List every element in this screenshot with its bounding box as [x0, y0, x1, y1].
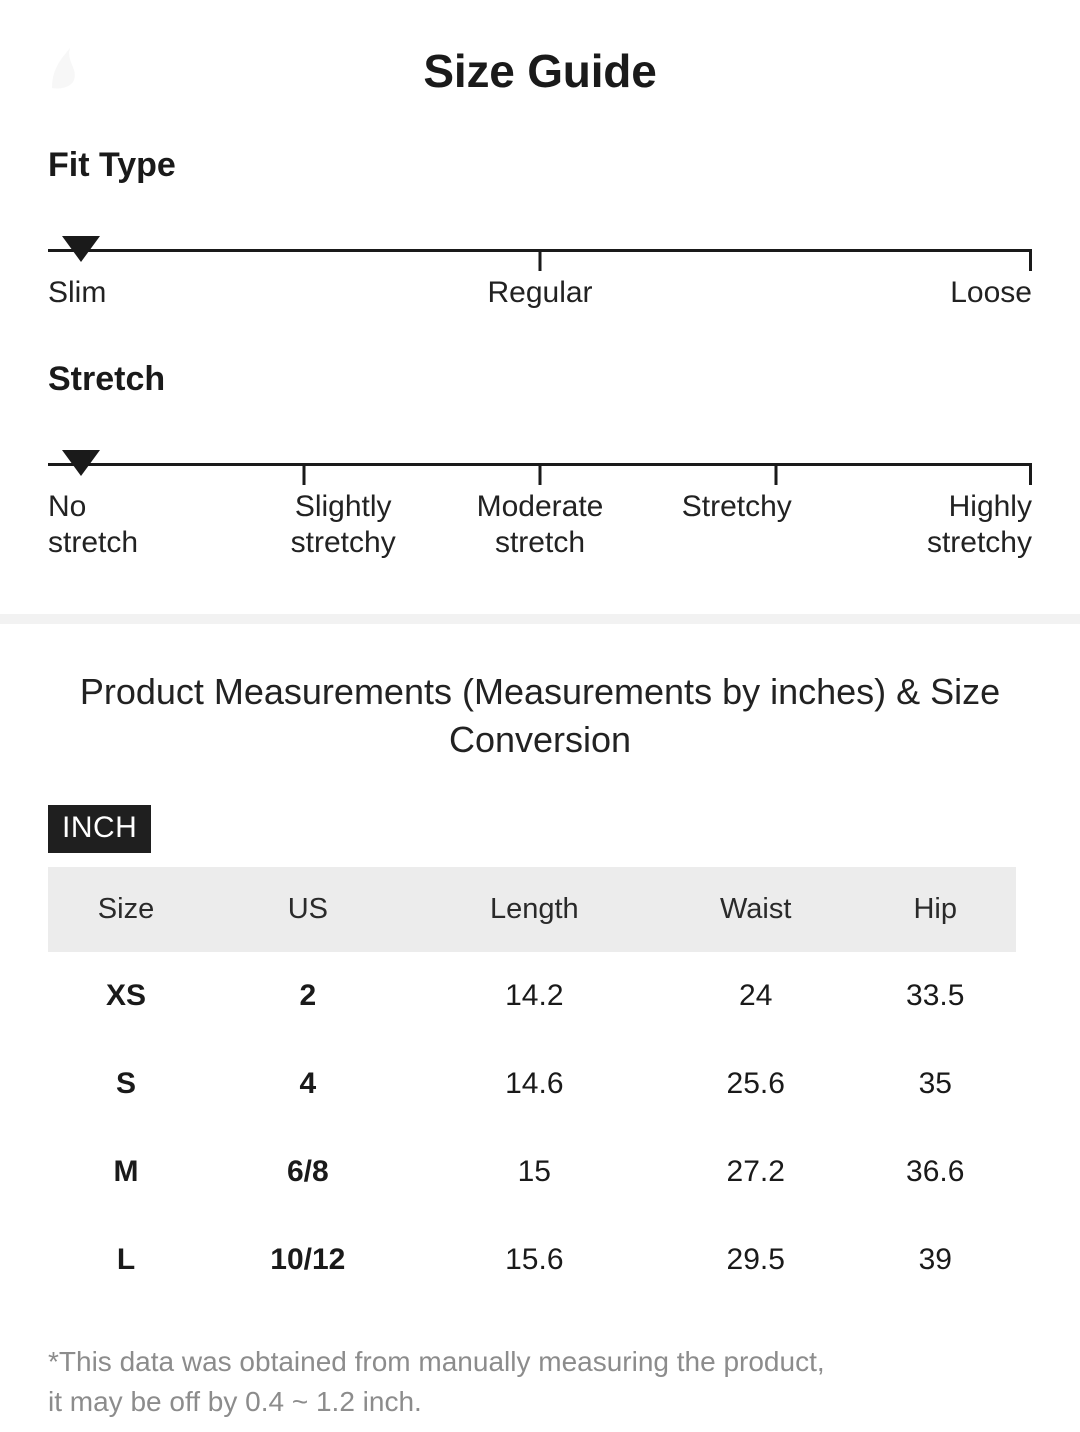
fit-tick-loose: [1029, 249, 1032, 271]
stretch-scale: [48, 451, 1032, 475]
footnote-line-2: it may be off by 0.4 ~ 1.2 inch.: [48, 1385, 422, 1417]
fit-and-stretch-section: [0, 146, 1080, 562]
stretch-labels: [48, 489, 1032, 562]
column-header-length: Length: [412, 867, 657, 952]
stretch-label-no-stretch: No stretch: [48, 489, 139, 560]
table-row: [48, 1040, 1016, 1128]
measurements-title: Product Measurements (Measurements by inches) & Size Conversion: [79, 670, 1001, 761]
stretch-heading: Stretch: [48, 359, 166, 398]
cell-waist: 25.6: [726, 1066, 785, 1100]
column-header-size: Size: [48, 867, 204, 952]
stretch-label-slightly-stretchy: Slightly stretchy: [290, 489, 396, 560]
cell-us: 10/12: [270, 1242, 346, 1276]
column-header-waist: Waist: [657, 867, 855, 952]
section-divider: [0, 614, 1080, 624]
cell-waist: 24: [739, 978, 773, 1012]
fit-type-heading: Fit Type: [48, 146, 176, 184]
cell-length: 15: [517, 1154, 551, 1188]
cell-length: 14.6: [505, 1066, 564, 1100]
cell-us: 6/8: [286, 1154, 329, 1188]
fit-label-loose: Loose: [950, 276, 1032, 309]
cell-us: 4: [299, 1066, 317, 1100]
column-header-hip: Hip: [855, 867, 1017, 952]
page-title: Size Guide: [423, 45, 657, 97]
table-row: [48, 952, 1016, 1040]
table-row: [48, 1128, 1016, 1216]
cell-waist: 27.2: [726, 1154, 785, 1188]
size-chart-table: [48, 867, 1016, 1304]
stretch-label-stretchy: Stretchy: [681, 489, 792, 523]
cell-hip: 35: [918, 1066, 952, 1100]
footnote-line-1: *This data was obtained from manually measuring the product,: [48, 1345, 825, 1377]
stretch-tick-slightly: [302, 463, 305, 485]
cell-size: M: [113, 1154, 139, 1188]
cell-size: XS: [106, 978, 147, 1012]
fit-selected-marker: [62, 236, 100, 262]
stretch-selected-marker: [62, 450, 100, 476]
table-header-row: [48, 867, 1016, 952]
stretch-label-highly-stretchy: Highly stretchy: [926, 489, 1032, 560]
cell-hip: 39: [918, 1242, 952, 1276]
cell-waist: 29.5: [726, 1242, 785, 1276]
cell-hip: 36.6: [906, 1154, 965, 1188]
cell-length: 15.6: [505, 1242, 564, 1276]
measurement-footnote: [0, 1304, 1080, 1422]
cell-hip: 33.5: [906, 978, 965, 1012]
cell-size: S: [116, 1066, 137, 1100]
stretch-tick-stretchy: [775, 463, 778, 485]
table-row: [48, 1216, 1016, 1304]
cell-size: L: [116, 1242, 136, 1276]
fit-tick-regular: [539, 249, 542, 271]
brand-logo-icon: [48, 46, 82, 92]
cell-us: 2: [299, 978, 317, 1012]
fit-label-regular: Regular: [487, 276, 593, 309]
stretch-tick-highly: [1029, 463, 1032, 485]
unit-badge: INCH: [48, 805, 151, 853]
fit-type-labels: [48, 275, 1032, 312]
stretch-label-moderate-stretch: Moderate stretch: [476, 489, 604, 560]
fit-label-slim: Slim: [48, 276, 107, 309]
cell-length: 14.2: [505, 978, 564, 1012]
column-header-us: US: [204, 867, 412, 952]
fit-type-scale: [48, 237, 1032, 261]
stretch-tick-moderate: [539, 463, 542, 485]
